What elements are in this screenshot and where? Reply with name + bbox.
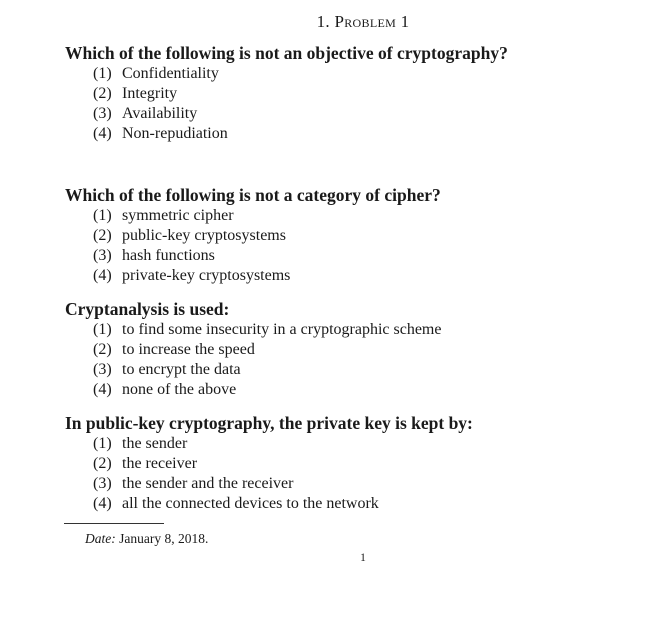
- option-text: Confidentiality: [122, 65, 219, 82]
- option-text: all the connected devices to the network: [122, 495, 379, 512]
- option-item: [93, 226, 655, 246]
- footnote-date: [85, 531, 208, 547]
- option-text: symmetric cipher: [122, 207, 234, 224]
- question-text: Which of the following is not a category of cipher?: [65, 185, 441, 205]
- question-4: [65, 412, 655, 514]
- option-item: [93, 246, 655, 266]
- option-number: (3): [93, 475, 112, 492]
- option-list: [65, 320, 655, 400]
- question-2: [65, 184, 655, 286]
- option-text: Availability: [122, 105, 198, 122]
- option-item: [93, 340, 655, 360]
- page-number: 1: [360, 552, 366, 564]
- option-item: [93, 454, 655, 474]
- footnote-label: Date:: [85, 531, 116, 546]
- option-item: [93, 494, 655, 514]
- question-3: [65, 298, 655, 400]
- option-number: (1): [93, 435, 112, 452]
- option-number: (3): [93, 247, 112, 264]
- option-item: [93, 84, 655, 104]
- option-number: (4): [93, 381, 112, 398]
- question-text: In public-key cryptography, the private key is kept by:: [65, 413, 473, 433]
- option-item: [93, 434, 655, 454]
- option-number: (2): [93, 85, 112, 102]
- section-number: 1.: [316, 12, 330, 31]
- option-text: Non-repudiation: [122, 125, 228, 142]
- option-text: Integrity: [122, 85, 178, 102]
- question-text: Which of the following is not an objective of cryptography?: [65, 43, 508, 63]
- option-number: (3): [93, 361, 112, 378]
- option-text: the sender: [122, 435, 188, 452]
- option-text: to encrypt the data: [122, 361, 241, 378]
- option-number: (2): [93, 227, 112, 244]
- footnote-value: January 8, 2018.: [119, 531, 209, 546]
- option-text: to find some insecurity in a cryptographic scheme: [122, 321, 442, 338]
- option-number: (1): [93, 65, 112, 82]
- option-text: the receiver: [122, 455, 198, 472]
- option-text: the sender and the receiver: [122, 475, 294, 492]
- option-list: [65, 206, 655, 286]
- option-number: (1): [93, 207, 112, 224]
- footnote-divider: [64, 523, 164, 524]
- option-item: [93, 104, 655, 124]
- option-text: none of the above: [122, 381, 237, 398]
- option-text: public-key cryptosystems: [122, 227, 286, 244]
- option-number: (2): [93, 341, 112, 358]
- option-number: (4): [93, 495, 112, 512]
- option-number: (4): [93, 125, 112, 142]
- option-list: [65, 434, 655, 514]
- question-text: Cryptanalysis is used:: [65, 299, 230, 319]
- option-number: (4): [93, 267, 112, 284]
- option-item: [93, 206, 655, 226]
- question-1: [65, 42, 655, 144]
- option-number: (2): [93, 455, 112, 472]
- option-number: (3): [93, 105, 112, 122]
- section-title: Problem 1: [334, 12, 410, 31]
- option-text: hash functions: [122, 247, 215, 264]
- option-item: [93, 380, 655, 400]
- option-text: to increase the speed: [122, 341, 255, 358]
- section-heading: [0, 12, 663, 32]
- option-item: [93, 474, 655, 494]
- option-number: (1): [93, 321, 112, 338]
- option-text: private-key cryptosystems: [122, 267, 291, 284]
- option-item: [93, 124, 655, 144]
- option-item: [93, 320, 655, 340]
- option-list: [65, 64, 655, 144]
- option-item: [93, 360, 655, 380]
- option-item: [93, 266, 655, 286]
- option-item: [93, 64, 655, 84]
